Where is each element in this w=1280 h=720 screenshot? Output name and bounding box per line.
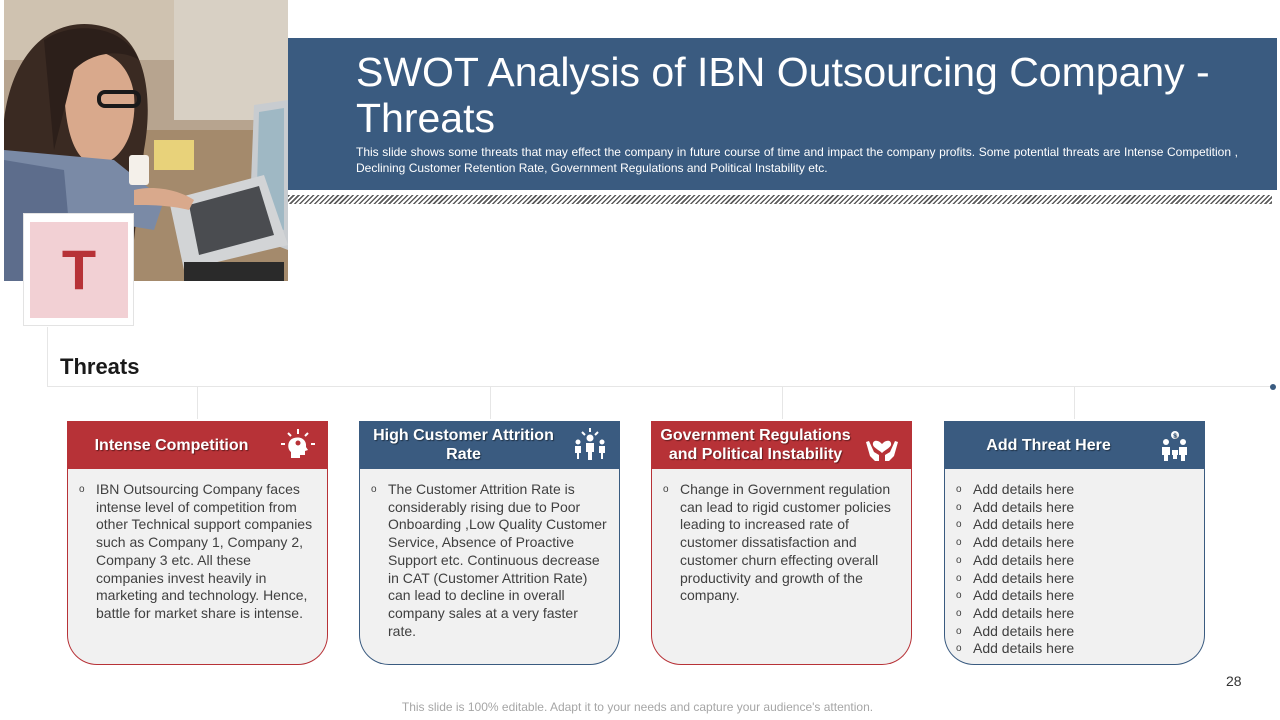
footer-note: This slide is 100% editable. Adapt it to your needs and capture your audience's attention. bbox=[401, 700, 874, 714]
list-item-text: Add details here bbox=[973, 551, 1075, 568]
threat-letter-badge bbox=[23, 213, 134, 326]
card-title: Intense Competition bbox=[94, 436, 249, 454]
list-item-text: Add details here bbox=[973, 534, 1075, 551]
card-title: Add Threat Here bbox=[986, 436, 1111, 454]
card-header bbox=[67, 421, 328, 469]
card-connector bbox=[782, 387, 783, 419]
card-bullet-text: IBN Outsourcing Company faces intense level of competition from other Technical support companies such as Company 1, Company 2, Company 3 etc. All these companies invest heavily in marketing and technology. Hence, battle for market share is intense. bbox=[96, 481, 313, 621]
page-number: 28 bbox=[1226, 673, 1242, 689]
list-item-text: Add details here bbox=[973, 481, 1075, 497]
card-connector bbox=[490, 387, 491, 419]
card-title: High Customer Attrition Rate bbox=[373, 427, 554, 463]
page-subtitle: This slide shows some threats that may effect the company in future course of time and impact the company profits. Some potential threats are Intense Competition , Declining Customer Retention Rate, Government Regulations and Political Instability etc. bbox=[356, 145, 1238, 175]
hatched-divider bbox=[288, 195, 1272, 204]
card-header bbox=[944, 421, 1205, 469]
hands-heart-icon bbox=[864, 428, 900, 464]
list-item: o Add details here bbox=[956, 498, 1075, 515]
badge-letter: T bbox=[61, 238, 97, 301]
threat-card-government-regulations bbox=[651, 421, 912, 665]
list-item: o Add details here bbox=[956, 481, 1075, 497]
section-title: Threats bbox=[60, 354, 140, 379]
timeline-end-dot bbox=[1270, 384, 1276, 390]
page-title: SWOT Analysis of IBN Outsourcing Company - Threats bbox=[356, 49, 1210, 141]
list-item-text: Add details here bbox=[973, 587, 1075, 604]
card-bullet-text: Change in Government regulation can lead to rigid customer policies leading to increased rate of customer dissatisfaction and customer churn effecting overall productivity and growth of the company. bbox=[680, 481, 891, 604]
svg-text:$: $ bbox=[1172, 432, 1178, 440]
head-idea-icon bbox=[280, 428, 316, 464]
list-item-text: Add details here bbox=[973, 569, 1075, 586]
list-item-text: Add details here bbox=[973, 516, 1075, 533]
list-item: o Add details here bbox=[956, 516, 1075, 533]
card-text: o The Customer Attrition Rate is considerably rising due to Poor Onboarding ,Low Quality Customer Service, Absence of Proactive Support etc. Continuous decrease in CAT (Customer Attrition Rate) can lead to decline in overall company sales at a very faster rate. bbox=[371, 481, 607, 639]
card-header bbox=[651, 421, 912, 469]
list-item-text: Add details here bbox=[973, 622, 1075, 639]
card-connector bbox=[197, 387, 198, 419]
list-item: o Add details here bbox=[956, 622, 1075, 639]
list-item: o Add details here bbox=[956, 587, 1075, 604]
threat-card-intense-competition bbox=[67, 421, 328, 665]
card-connector bbox=[1074, 387, 1075, 419]
badge-background bbox=[30, 222, 128, 318]
list-item-text: Add details here bbox=[973, 498, 1075, 515]
card-bullet-text: The Customer Attrition Rate is considerably rising due to Poor Onboarding ,Low Quality Customer Service, Absence of Proactive Support etc. Continuous decrease in CAT (Customer Attrition Rate) can lead to decline in overall company sales at a very faster rate. bbox=[388, 481, 607, 639]
timeline-horizontal-line bbox=[47, 386, 1272, 387]
card-list bbox=[956, 481, 1194, 658]
card-header bbox=[359, 421, 620, 469]
list-item: o Add details here bbox=[956, 551, 1075, 568]
list-item: o Add details here bbox=[956, 604, 1075, 621]
people-leaving-icon bbox=[572, 428, 608, 464]
card-text: o IBN Outsourcing Company faces intense level of competition from other Technical support companies such as Company 1, Company 2, Company 3 etc. All these companies invest heavily in marketing and technology. Hence, battle for market share is intense. bbox=[79, 481, 313, 621]
list-item: o Add details here bbox=[956, 640, 1075, 657]
list-item-text: Add details here bbox=[973, 640, 1075, 657]
threat-card-add-threat bbox=[944, 421, 1205, 665]
timeline-vertical-line bbox=[47, 327, 48, 386]
list-item: o Add details here bbox=[956, 569, 1075, 586]
list-item: o Add details here bbox=[956, 534, 1075, 551]
family-money-icon bbox=[1157, 428, 1193, 464]
list-item-text: Add details here bbox=[973, 604, 1075, 621]
card-text: o Change in Government regulation can lead to rigid customer policies leading to increased rate of customer dissatisfaction and customer churn effecting overall productivity and growth of the company. bbox=[663, 481, 891, 604]
card-title: Government Regulations and Political Instability bbox=[660, 427, 851, 463]
threat-card-customer-attrition bbox=[359, 421, 620, 665]
